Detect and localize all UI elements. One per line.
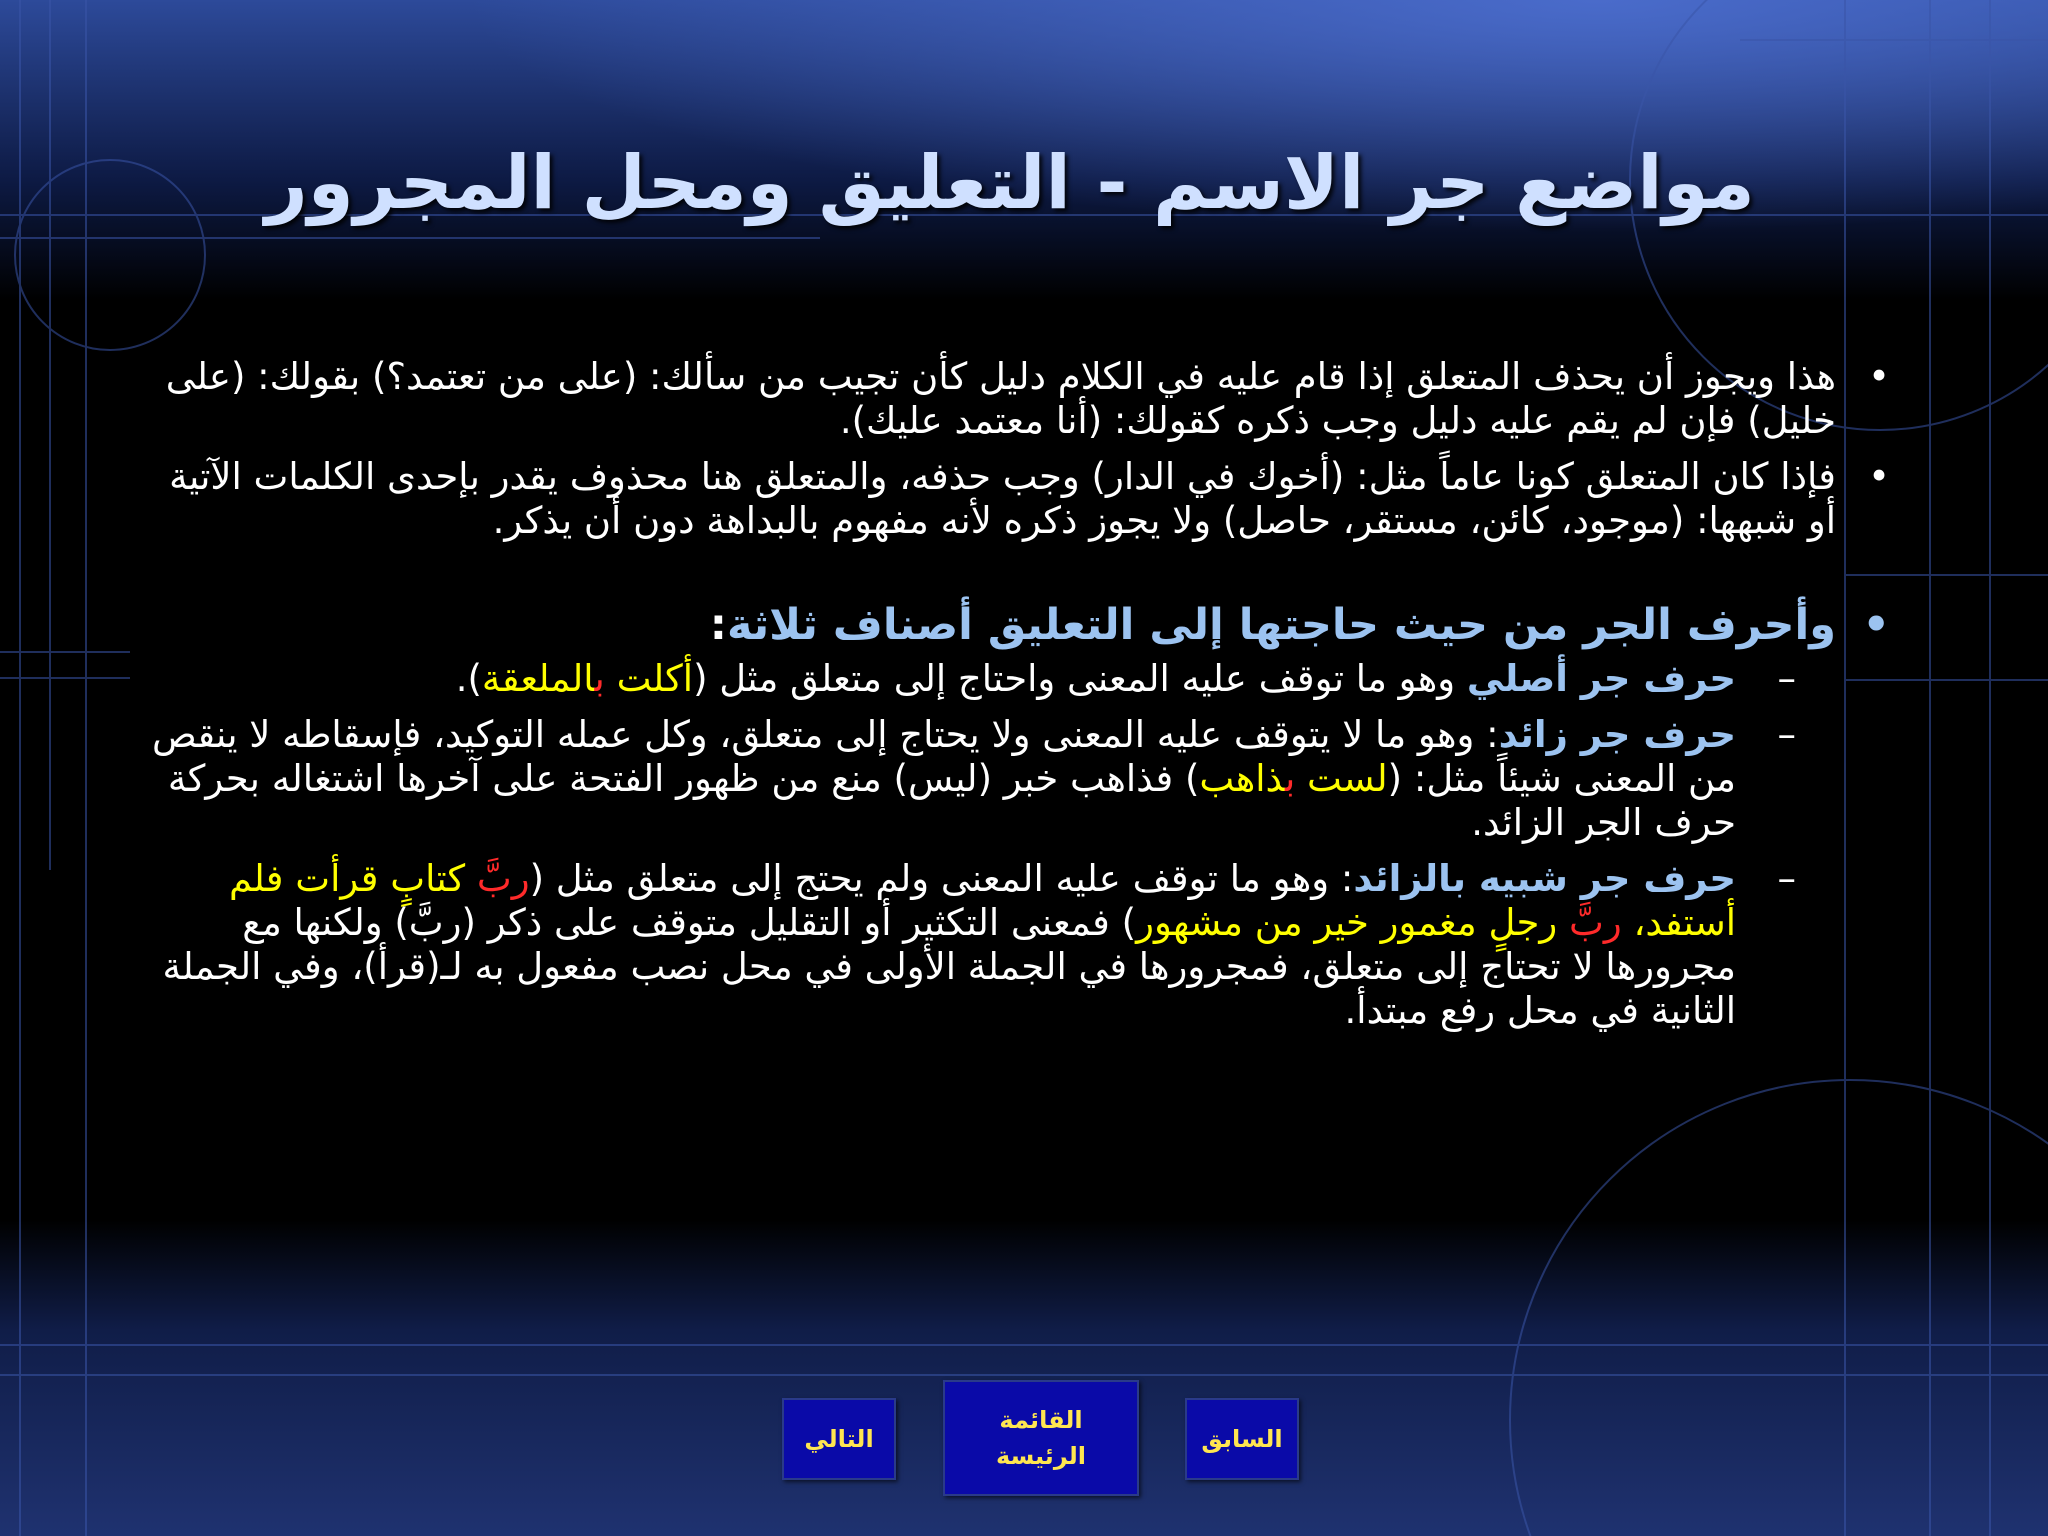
sub-text: وهو ما توقف عليه المعنى واحتاج إلى متعلق مثل ( <box>693 657 1467 700</box>
slide-content <box>150 355 1900 1045</box>
bullet-marker: • <box>1868 455 1890 498</box>
dash-marker: – <box>1777 657 1796 700</box>
example-text: ذاهب <box>1199 757 1285 800</box>
example-text: الملعقة <box>481 657 595 700</box>
bullet-text: هذا ويجوز أن يحذف المتعلق إذا قام عليه في الكلام دليل كأن تجيب من سألك: (على من تعتمد؟) بقولك: (على خليل) فإن لم يقم عليه دليل وجب ذكره كقولك: (أنا معتمد عليك). <box>165 355 1836 442</box>
section-heading <box>150 597 1900 653</box>
next-button-label: التالي <box>804 1425 874 1453</box>
sub-text: ). <box>455 657 482 700</box>
example-highlight: ربَّ <box>476 857 530 900</box>
heading-colon: : <box>709 600 727 650</box>
example-text: أكلت <box>604 657 694 700</box>
example-text: كتابٍ قرأت فلم أستفد، <box>228 857 1736 944</box>
main-menu-label-line1: القائمة <box>999 1406 1083 1434</box>
example-text: رجلٍ مغمور خير من مشهور <box>1136 901 1569 944</box>
term-label: حرف جر زائد <box>1498 713 1736 756</box>
sub-item-original-preposition <box>150 657 1804 701</box>
bullet-marker: • <box>1862 600 1890 650</box>
sub-item-extra-preposition <box>150 713 1804 845</box>
previous-button[interactable] <box>1185 1398 1299 1480</box>
bullet-text: فإذا كان المتعلق كونا عاماً مثل: (أخوك في الدار) وجب حذفه، والمتعلق هنا محذوف يقدر بإحدى الكلمات الآتية أو شبهها: (موجود، كائن، مستقر، حاصل) ولا يجوز ذكره لأنه مفهوم بالبداهة دون أن يذكر. <box>169 455 1836 542</box>
example-text: لست <box>1295 757 1388 800</box>
sub-text: ) فمعنى التكثير أو التقليل متوقف على ذكر (ربَّ) ولكنها مع مجرورها لا تحتاج إلى متعلق، فمجرورها في الجملة الأولى في محل نصب مفعول به لـ(قرأ)، وفي الجملة الثانية في محل رفع مبتدأ. <box>162 901 1736 1032</box>
slide-title: مواضع جر الاسم - التعليق ومحل المجرور <box>265 140 1755 226</box>
dash-marker: – <box>1777 857 1796 900</box>
previous-button-label: السابق <box>1201 1425 1283 1453</box>
sub-item-quasi-extra-preposition <box>150 857 1804 1033</box>
example-highlight: ربَّ <box>1569 901 1622 944</box>
main-menu-label-line2: الرئيسة <box>996 1442 1086 1470</box>
term-label: حرف جر أصلي <box>1466 657 1736 700</box>
example-highlight: ب <box>1284 757 1296 800</box>
main-menu-button[interactable] <box>943 1380 1139 1496</box>
next-button[interactable] <box>782 1398 896 1480</box>
sub-text: ) فذاهب خبر (ليس) منع من ظهور الفتحة على آخرها اشتغاله بحركة حرف الجر الزائد. <box>167 757 1736 844</box>
sub-text: : وهو ما لا يتوقف عليه المعنى ولا يحتاج إلى متعلق، وكل عمله التوكيد، فإسقاطه لا ينقص من المعنى شيئاً مثل: ( <box>151 713 1736 800</box>
bullet-item <box>150 455 1900 543</box>
dash-marker: – <box>1777 713 1796 756</box>
term-label: حرف جر شبيه بالزائد <box>1353 857 1736 900</box>
sub-text: : وهو ما توقف عليه المعنى ولم يحتج إلى متعلق مثل ( <box>529 857 1354 900</box>
bullet-marker: • <box>1868 355 1890 398</box>
heading-text: وأحرف الجر من حيث حاجتها إلى التعليق أصناف ثلاثة <box>726 600 1836 650</box>
example-highlight: ب <box>594 657 605 700</box>
bullet-item <box>150 355 1900 443</box>
